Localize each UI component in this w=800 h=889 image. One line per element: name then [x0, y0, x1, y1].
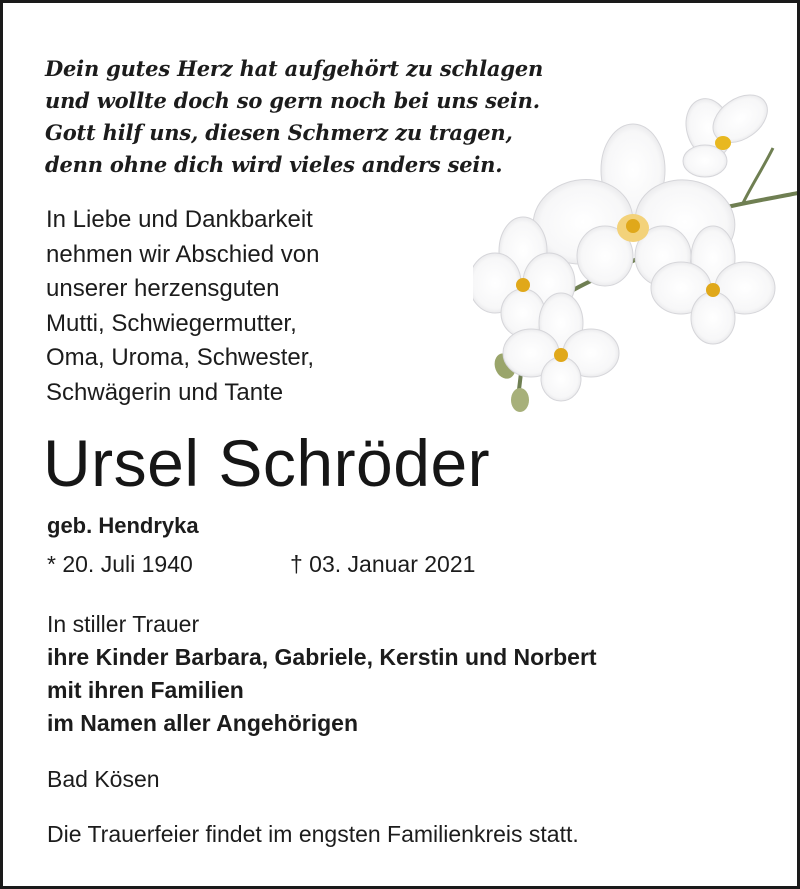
mourners-line: im Namen aller Angehörigen [47, 710, 358, 736]
intro-line: Schwägerin und Tante [46, 378, 284, 406]
death-date: † 03. Januar 2021 [290, 551, 476, 577]
mourners-block [47, 608, 597, 740]
life-dates [47, 548, 476, 580]
birth-date: * 20. Juli 1940 [47, 551, 193, 577]
poem-line: denn ohne dich wird vieles anders sein. [45, 152, 503, 177]
place-name: Bad Kösen [47, 766, 160, 792]
intro-line: unserer herzensguten [46, 275, 280, 302]
mourners-line: ihre Kinder Barbara, Gabriele, Kerstin und Norbert [47, 644, 597, 670]
intro-line: nehmen wir Abschied von [46, 240, 320, 268]
intro-line: Oma, Uroma, Schwester, [46, 344, 315, 371]
memorial-poem [45, 53, 543, 181]
intro-line: In Liebe und Dankbarkeit [46, 206, 313, 233]
poem-line: und wollte doch so gern noch bei uns sein. [45, 88, 540, 113]
birth-name: geb. Hendryka [47, 513, 199, 538]
deceased-name: Ursel Schröder [43, 426, 491, 500]
farewell-intro [46, 203, 320, 410]
mourners-line: mit ihren Familien [47, 677, 244, 703]
intro-line: Mutti, Schwiegermutter, [46, 309, 297, 337]
mourners-intro: In stiller Trauer [47, 611, 200, 637]
poem-line: Dein gutes Herz hat aufgehört zu schlagen [45, 56, 544, 81]
poem-line: Gott hilf uns, diesen Schmerz zu tragen, [45, 120, 513, 145]
white-orchid-icon [473, 88, 798, 418]
funeral-note: Die Trauerfeier findet im engsten Familienkreis statt. [47, 821, 579, 847]
